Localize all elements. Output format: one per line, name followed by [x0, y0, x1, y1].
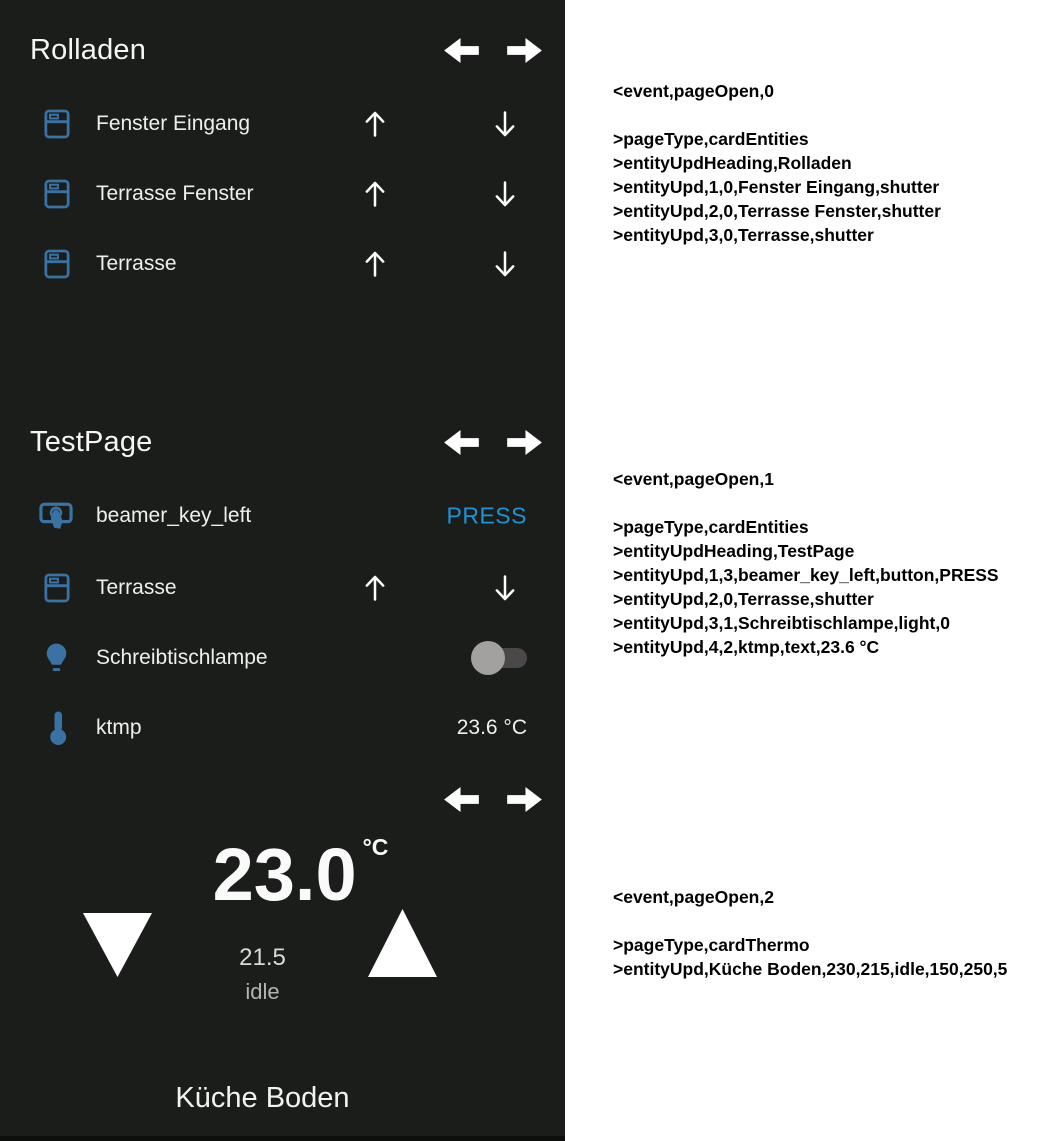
toggle-knob [471, 641, 505, 675]
window-shutter-icon [44, 573, 70, 604]
protocol-gap [613, 103, 941, 127]
shutter-down-button[interactable] [493, 180, 518, 209]
nav-arrow-left-icon[interactable] [443, 786, 479, 813]
shutter-up-button[interactable] [363, 110, 388, 139]
shutter-up-button[interactable] [363, 180, 388, 209]
nav-arrow-right-icon[interactable] [507, 37, 543, 64]
thermometer-icon [48, 710, 68, 746]
entity-label: beamer_key_left [96, 504, 252, 527]
protocol-line: >entityUpdHeading,TestPage [613, 541, 855, 561]
card-rolladen-header [30, 28, 543, 72]
shutter-down-button[interactable] [493, 110, 518, 139]
entity-row [0, 102, 565, 146]
protocol-line: >pageType,cardEntities [613, 517, 809, 537]
window-shutter-icon [44, 179, 70, 210]
window-shutter-icon [44, 109, 70, 140]
current-temperature-value: 23.0 [212, 833, 357, 916]
protocol-block-page2 [613, 885, 1007, 981]
nav-arrow-right-icon[interactable] [507, 786, 543, 813]
protocol-line: >entityUpd,2,0,Terrasse Fenster,shutter [613, 201, 941, 221]
window-shutter-icon [44, 249, 70, 280]
hvac-state: idle [245, 979, 280, 1004]
shutter-up-button[interactable] [363, 574, 388, 603]
press-button[interactable]: PRESS [446, 502, 527, 529]
protocol-line: >entityUpd,3,1,Schreibtischlampe,light,0 [613, 613, 950, 633]
nav-arrow-left-icon[interactable] [443, 37, 479, 64]
protocol-event-line: <event,pageOpen,2 [613, 887, 774, 907]
entity-label: Terrasse [96, 252, 177, 275]
temperature-unit: °C [362, 834, 389, 860]
entity-row [0, 566, 565, 610]
page-title: TestPage [30, 425, 153, 458]
page-nav [443, 37, 543, 64]
entity-row [0, 636, 565, 680]
protocol-gap [613, 491, 999, 515]
protocol-line: >entityUpd,3,0,Terrasse,shutter [613, 225, 874, 245]
protocol-event-line: <event,pageOpen,0 [613, 81, 774, 101]
entity-label: Fenster Eingang [96, 112, 251, 135]
protocol-line: >pageType,cardEntities [613, 129, 809, 149]
setpoint-value: 21.5 [239, 944, 286, 971]
shutter-down-button[interactable] [493, 250, 518, 279]
entity-row [0, 172, 565, 216]
protocol-block-page0 [613, 79, 941, 247]
entity-row [0, 242, 565, 286]
entity-label: ktmp [96, 716, 142, 739]
protocol-line: >entityUpd,1,0,Fenster Eingang,shutter [613, 177, 940, 197]
sensor-value: 23.6 °C [456, 716, 527, 739]
card-testpage-header [30, 420, 543, 464]
protocol-line: >pageType,cardThermo [613, 935, 810, 955]
entity-row [0, 706, 565, 750]
gesture-tap-button-icon [38, 500, 74, 532]
protocol-line: >entityUpdHeading,Rolladen [613, 153, 852, 173]
panel-bottom-edge [0, 1136, 565, 1141]
protocol-block-page1 [613, 467, 999, 659]
page-title: Rolladen [30, 33, 147, 66]
nav-arrow-right-icon[interactable] [507, 429, 543, 456]
page-nav [443, 786, 543, 813]
entity-label: Terrasse [96, 576, 177, 599]
entity-label: Schreibtischlampe [96, 646, 268, 669]
page-nav [443, 429, 543, 456]
nav-arrow-left-icon[interactable] [443, 429, 479, 456]
shutter-down-button[interactable] [493, 574, 518, 603]
protocol-event-line: <event,pageOpen,1 [613, 469, 774, 489]
light-toggle-off[interactable] [473, 648, 527, 668]
protocol-line: >entityUpd,1,3,beamer_key_left,button,PRESS [613, 565, 999, 585]
protocol-gap [613, 909, 1007, 933]
entity-label: Terrasse Fenster [96, 182, 254, 205]
current-temperature [0, 833, 565, 916]
protocol-line: >entityUpd,4,2,ktmp,text,23.6 °C [613, 637, 880, 657]
protocol-line: >entityUpd,Küche Boden,230,215,idle,150,250,5 [613, 959, 1008, 979]
thermostat-title: Küche Boden [175, 1082, 350, 1114]
protocol-line: >entityUpd,2,0,Terrasse,shutter [613, 589, 874, 609]
shutter-up-button[interactable] [363, 250, 388, 279]
entity-row [0, 494, 565, 538]
lightbulb-icon [44, 642, 69, 675]
